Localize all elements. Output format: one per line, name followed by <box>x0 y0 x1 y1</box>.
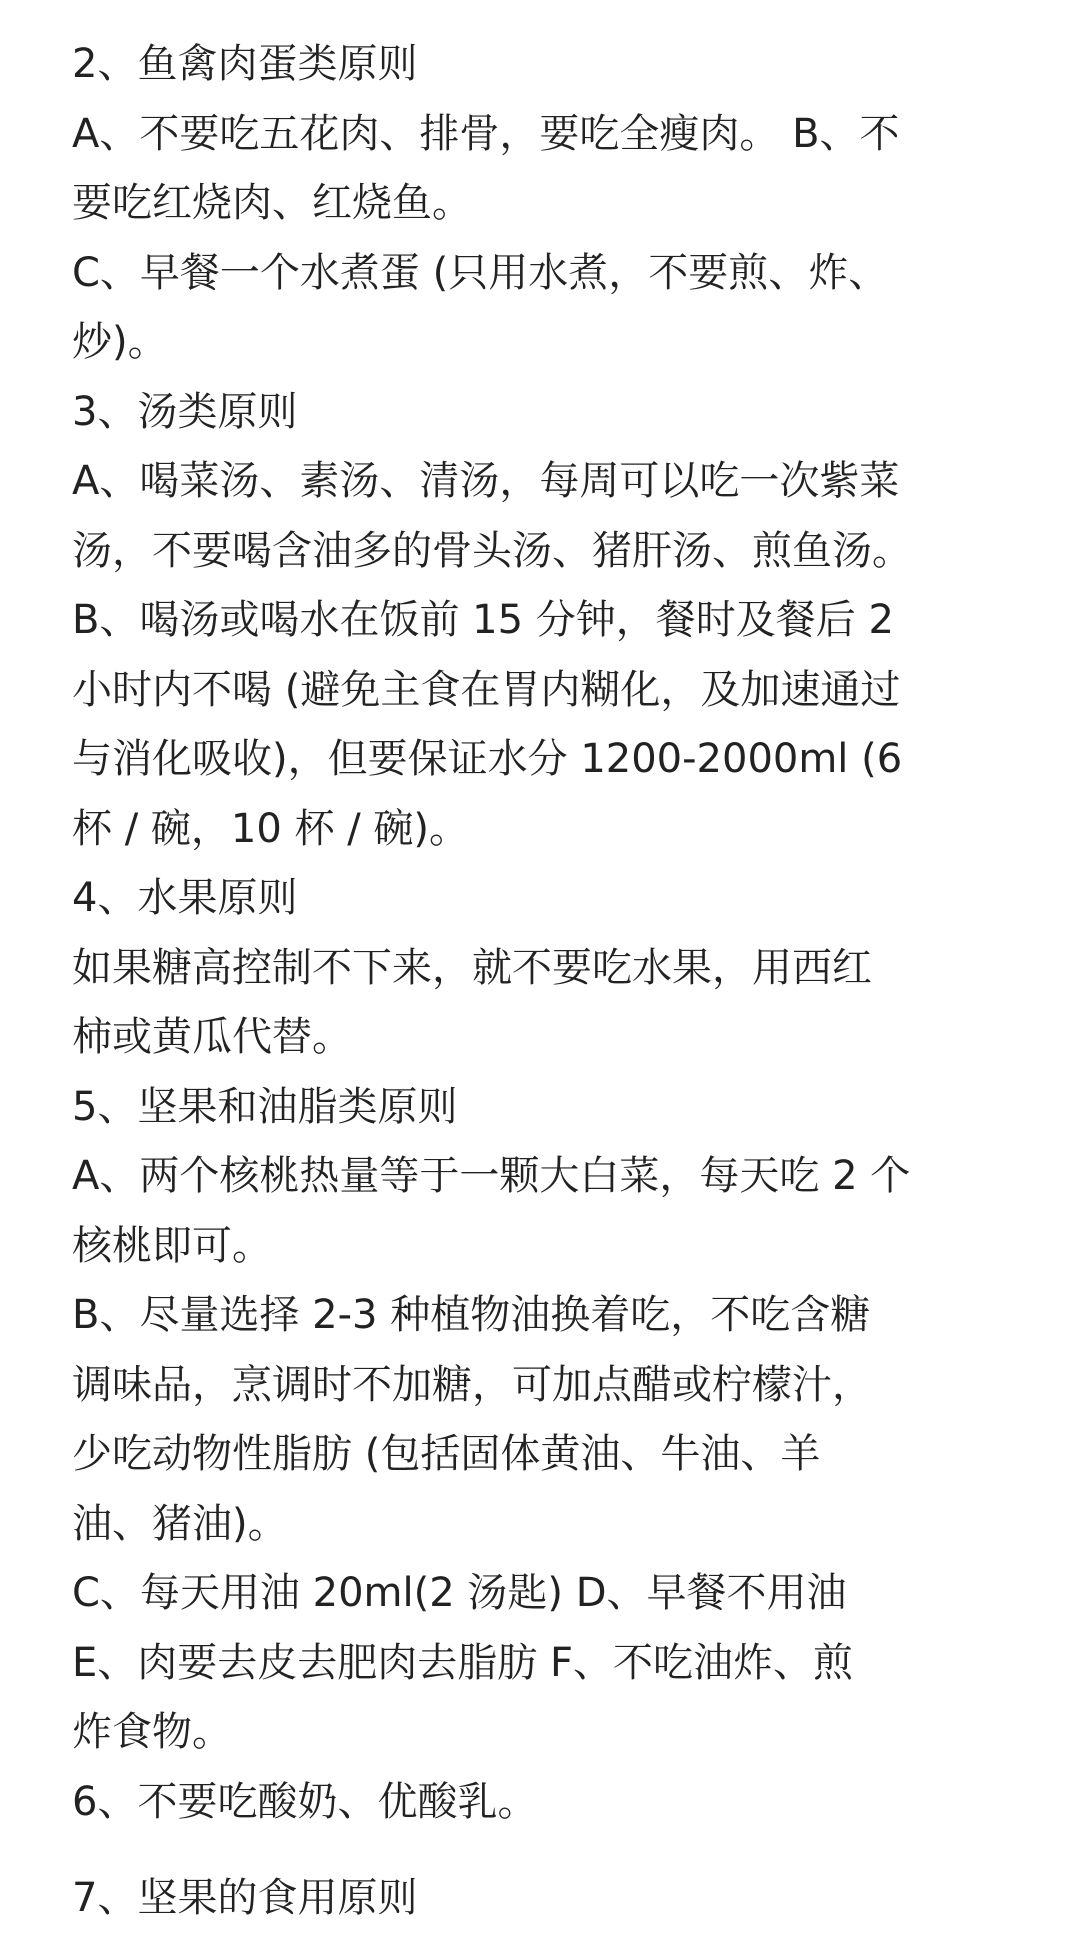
text-line: 炸食物。 <box>72 1709 232 1755</box>
text-line: 与消化吸收)，但要保证水分 1200-2000ml (6 <box>72 736 903 782</box>
text-line: 汤，不要喝含油多的骨头汤、猪肝汤、煎鱼汤。 <box>72 527 912 574</box>
text-line: 少吃动物性脂肪 (包括固体黄油、牛油、羊 <box>72 1431 821 1477</box>
text-line: A、两个核桃热量等于一颗大白菜，每天吃 2 个 <box>72 1153 911 1199</box>
text-line: B、尽量选择 2-3 种植物油换着吃，不吃含糖 <box>72 1292 871 1338</box>
text-line: A、不要吃五花肉、排骨，要吃全瘦肉。 B、不 <box>72 110 900 157</box>
text-line: 柿或黄瓜代替。 <box>72 1014 352 1060</box>
cut-off-text-line: 7、坚果的食用原则 <box>72 1875 418 1921</box>
text-line: B、喝汤或喝水在饭前 15 分钟，餐时及餐后 2 <box>72 597 894 643</box>
text-line: C、每天用油 20ml(2 汤匙) D、早餐不用油 <box>72 1570 847 1616</box>
section-heading-4: 4、水果原则 <box>72 875 298 921</box>
section-heading-5: 5、坚果和油脂类原则 <box>72 1083 458 1130</box>
section-heading-3: 3、汤类原则 <box>72 388 298 435</box>
text-line: 要吃红烧肉、红烧鱼。 <box>72 180 472 226</box>
article-body <box>72 30 1020 1837</box>
section-heading-2: 2、鱼禽肉蛋类原则 <box>72 41 418 87</box>
text-line: 油、猪油)。 <box>72 1500 288 1547</box>
text-line: 调味品，烹调时不加糖，可加点醋或柠檬汁， <box>72 1361 872 1408</box>
text-line: 杯 / 碗，10 杯 / 碗)。 <box>72 805 470 852</box>
section-heading-6: 6、不要吃酸奶、优酸乳。 <box>72 1778 538 1825</box>
text-line: A、喝菜汤、素汤、清汤，每周可以吃一次紫菜 <box>72 458 900 504</box>
text-line: 炒)。 <box>72 319 168 365</box>
text-line: 如果糖高控制不下来，就不要吃水果，用西红 <box>72 944 872 991</box>
text-line: 小时内不喝 (避免主食在胃内糊化，及加速通过 <box>72 666 901 713</box>
text-line: C、早餐一个水煮蛋 (只用水煮，不要煎、炸、 <box>72 249 889 296</box>
cut-off-line-container <box>0 1860 1080 1921</box>
text-line: 核桃即可。 <box>72 1222 272 1269</box>
text-line: E、肉要去皮去肥肉去脂肪 F、不吃油炸、煎 <box>72 1639 853 1686</box>
